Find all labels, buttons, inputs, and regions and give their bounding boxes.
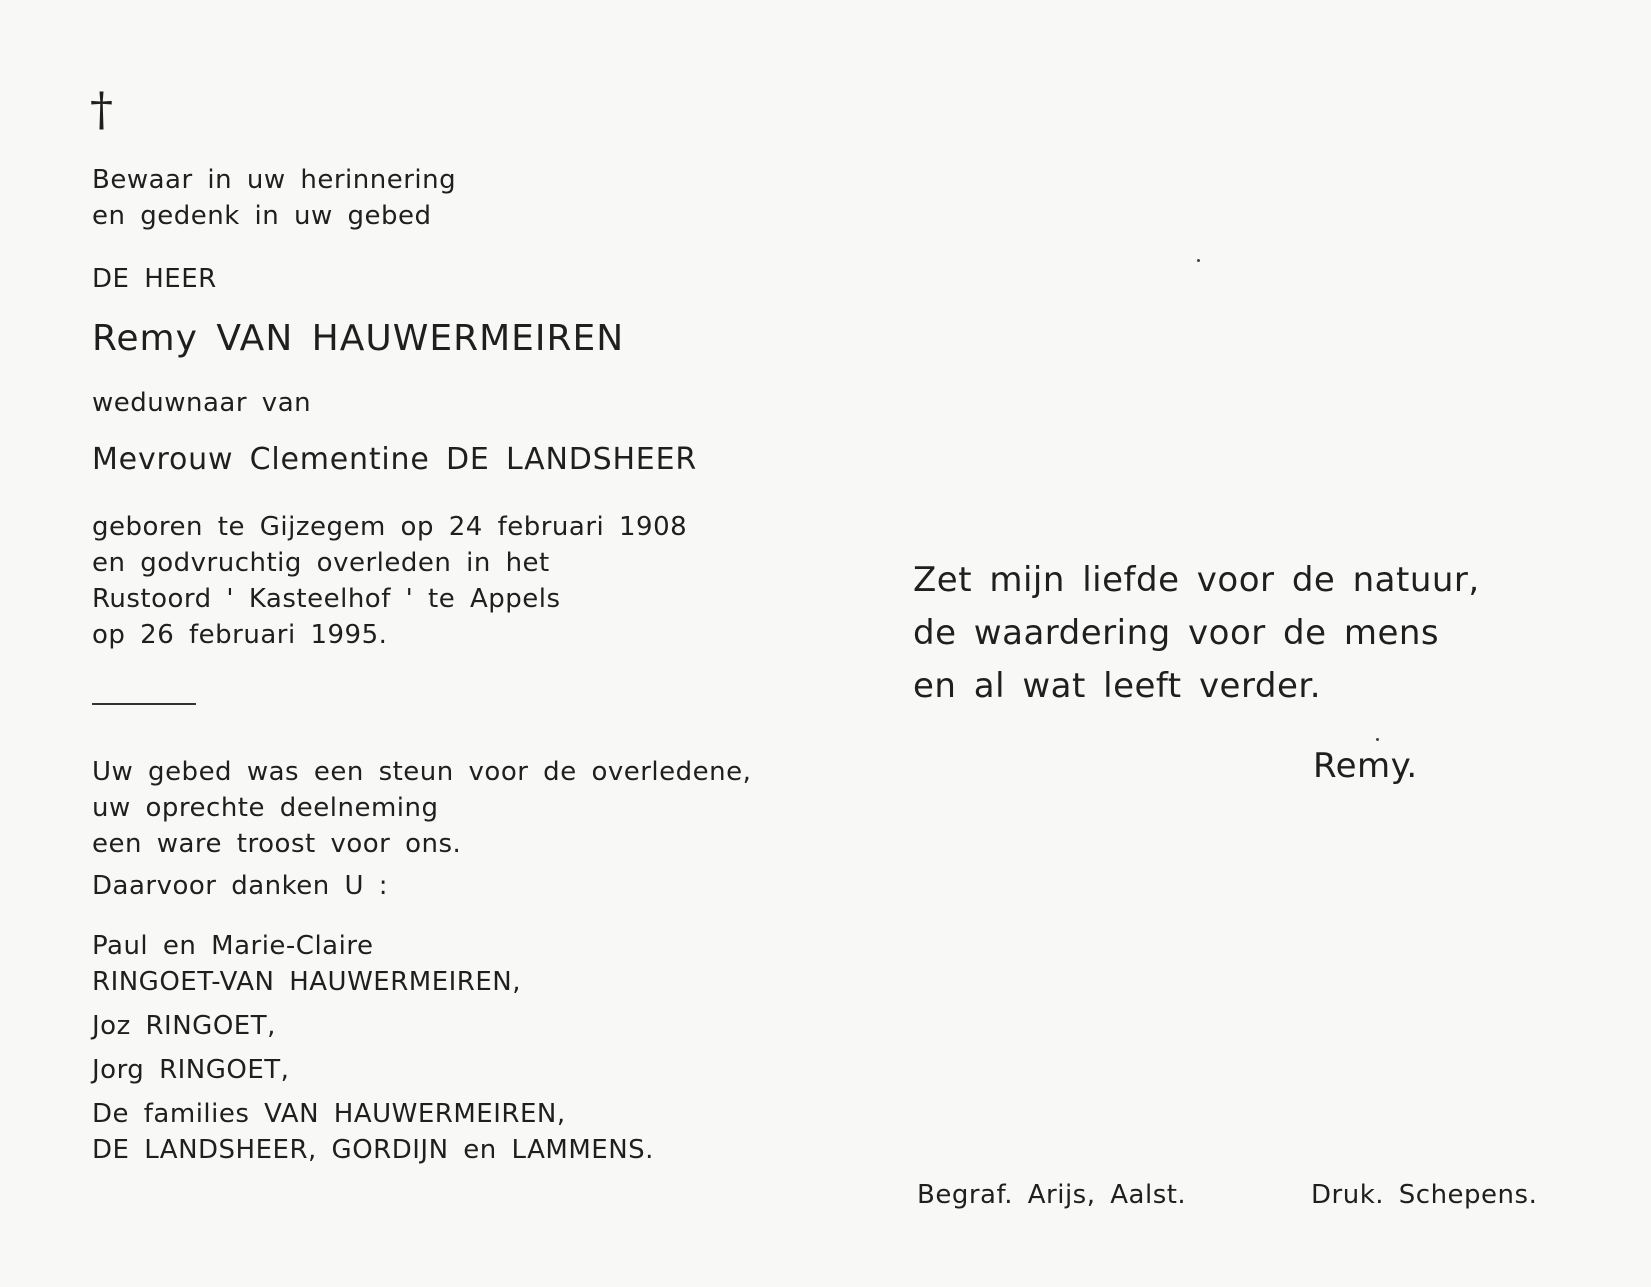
cross-icon: †	[90, 82, 114, 136]
birth-death-line-4: op 26 februari 1995.	[92, 620, 388, 650]
birth-death-line-3: Rustoord ' Kasteelhof ' te Appels	[92, 584, 561, 614]
thanks-closing: Daarvoor danken U :	[92, 871, 389, 901]
printer-credit: Druk. Schepens.	[1311, 1180, 1538, 1210]
signature: Remy.	[1313, 746, 1418, 786]
family-line-4a: De families VAN HAUWERMEIREN,	[92, 1099, 566, 1129]
family-line-1b: RINGOET-VAN HAUWERMEIREN,	[92, 967, 522, 997]
deceased-name: Remy VAN HAUWERMEIREN	[92, 318, 625, 359]
family-line-1a: Paul en Marie-Claire	[92, 931, 374, 961]
thanks-line-1: Uw gebed was een steun voor de overledene,	[92, 757, 752, 787]
family-line-3: Jorg RINGOET,	[92, 1055, 290, 1085]
intro-line-1: Bewaar in uw herinnering	[92, 165, 457, 195]
title-heer: DE HEER	[92, 264, 217, 294]
thanks-line-3: een ware troost voor ons.	[92, 829, 462, 859]
birth-death-line-1: geboren te Gijzegem op 24 februari 1908	[92, 512, 688, 542]
speck-mark	[1197, 259, 1200, 262]
quote-line-2: de waardering voor de mens	[913, 613, 1440, 653]
quote-line-1: Zet mijn liefde voor de natuur,	[913, 560, 1480, 600]
family-line-2: Joz RINGOET,	[92, 1011, 276, 1041]
quote-line-3: en al wat leeft verder.	[913, 666, 1322, 706]
birth-death-line-2: en godvruchtig overleden in het	[92, 548, 550, 578]
thanks-line-2: uw oprechte deelneming	[92, 793, 439, 823]
relation-text: weduwnaar van	[92, 388, 312, 418]
spouse-name: Mevrouw Clementine DE LANDSHEER	[92, 442, 697, 477]
family-line-4b: DE LANDSHEER, GORDIJN en LAMMENS.	[92, 1135, 654, 1165]
funeral-home-credit: Begraf. Arijs, Aalst.	[917, 1180, 1187, 1210]
intro-line-2: en gedenk in uw gebed	[92, 201, 432, 231]
divider-line	[92, 703, 196, 705]
